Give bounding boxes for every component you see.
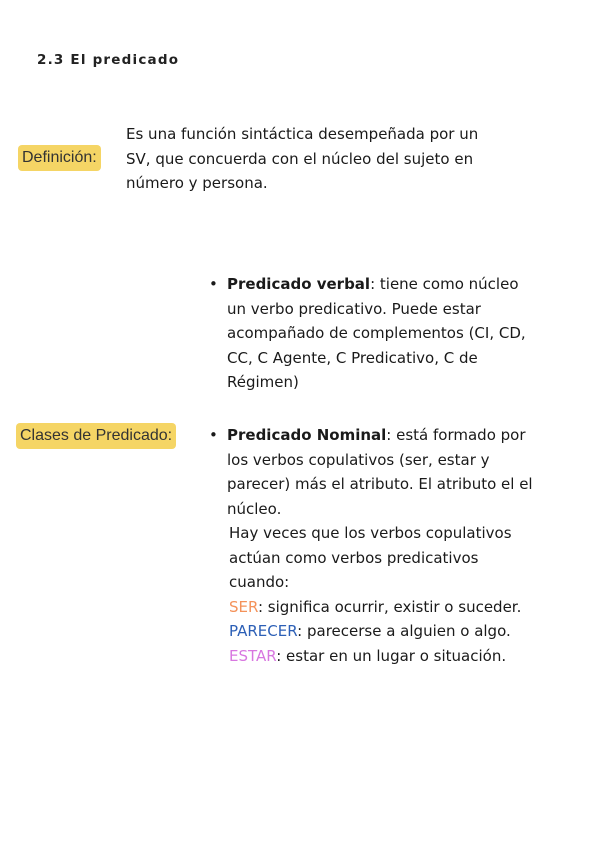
verb-parecer-meaning: : parecerse a alguien o algo.: [297, 622, 511, 640]
predicate-verbal-list: [207, 272, 527, 395]
copulative-note: Hay veces que los verbos copulativos actúan como verbos predicativos cuando:: [229, 524, 512, 591]
verb-ser: SER: [229, 597, 258, 616]
section-title: 2.3 El predicado: [37, 52, 180, 68]
description-predicado-verbal: : tiene como núcleo un verbo predicativo. Puede estar acompañado de complementos (CI, CD, CC, C Agente, C Predicativo, C de Régimen): [227, 275, 526, 391]
classes-label: Clases de Predicado:: [16, 423, 176, 449]
verb-estar-meaning: : estar en un lugar o situación.: [276, 646, 507, 665]
predicate-nominal-list: [207, 423, 537, 521]
copulative-note-block: [229, 521, 529, 668]
definition-label: Definición:: [18, 145, 101, 171]
list-item-predicado-verbal: [207, 272, 527, 395]
list-item-predicado-nominal: [207, 423, 537, 521]
verb-parecer: PARECER: [229, 622, 298, 640]
verb-estar-line: [229, 644, 529, 669]
definition-text: Es una función sintáctica desempeñada por un SV, que concuerda con el núcleo del sujeto en número y persona.: [126, 125, 479, 192]
verb-ser-meaning: : significa ocurrir, existir o suceder.: [257, 597, 522, 616]
description-predicado-nominal: : está formado por los verbos copulativos (ser, estar y parecer) más el atributo. El atributo el el núcleo.: [227, 426, 533, 518]
verb-parecer-line: [229, 619, 529, 644]
term-predicado-nominal: Predicado Nominal: [227, 426, 387, 444]
verb-ser-line: [229, 595, 529, 620]
term-predicado-verbal: Predicado verbal: [227, 275, 371, 293]
verb-estar: ESTAR: [229, 646, 277, 665]
